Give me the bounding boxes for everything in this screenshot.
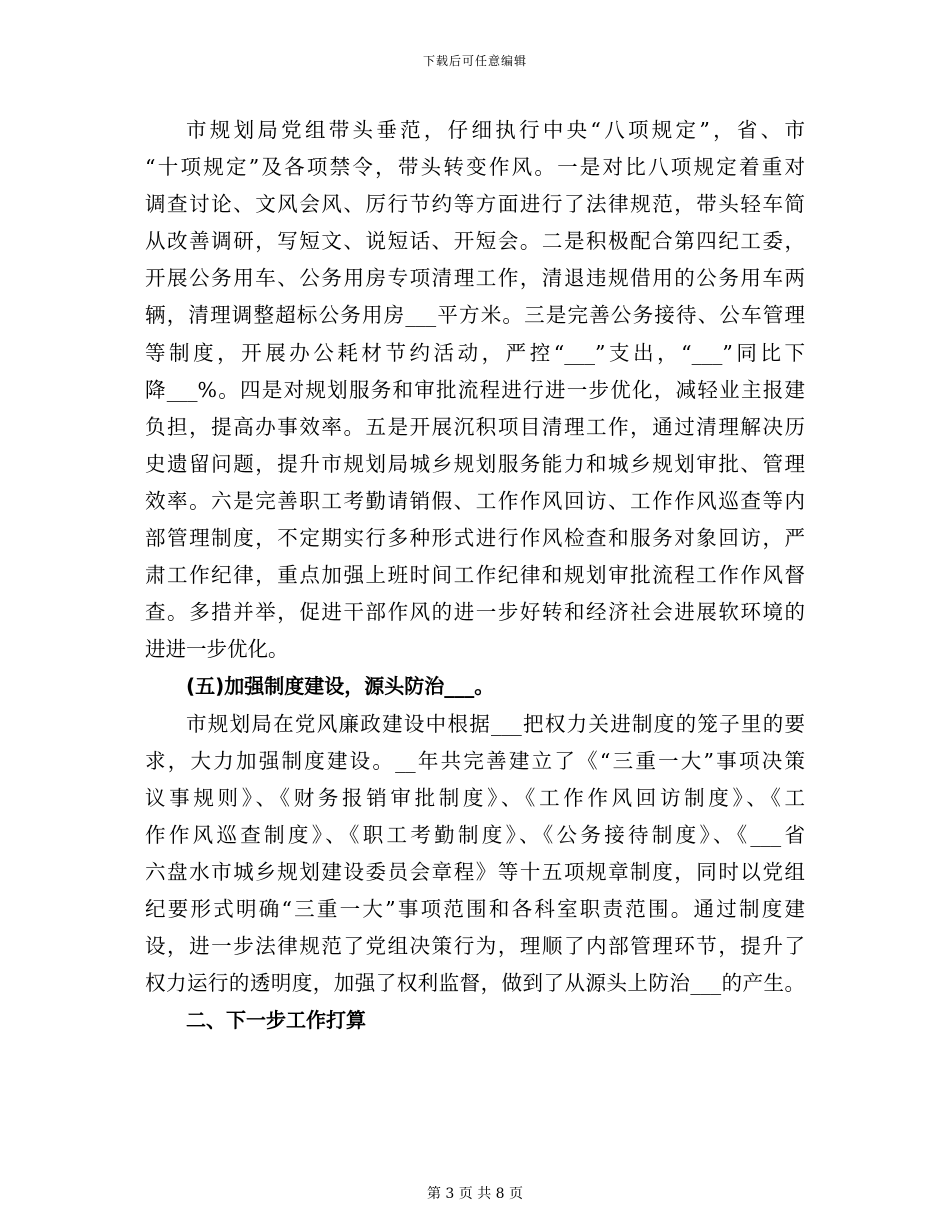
paragraph-line: 从改善调研，写短文、说短话、开短会。二是积极配合第四纪工委， [145,229,805,254]
paragraph-line: 设，进一步法律规范了党组决策行为，理顺了内部管理环节，提升了 [145,934,805,959]
page-number-footer: 第 3 页 共 8 页 [426,1186,524,1202]
paragraph-line: 史遗留问题，提升市规划局城乡规划服务能力和城乡规划审批、管理 [145,451,805,476]
document-body [145,112,805,1039]
paragraph-line: 肃工作纪律，重点加强上班时间工作纪律和规划审批流程工作作风督 [145,563,805,588]
paragraph-line: 权力运行的透明度，加强了权利监督，做到了从源头上防治___的产生。 [145,971,805,996]
paragraph-line: 议事规则》、《财务报销审批制度》、《工作作风回访制度》、《工 [145,785,805,810]
paragraph-line: 调查讨论、文风会风、厉行节约等方面进行了法律规范，带头轻车简 [145,192,805,217]
paragraph-line: 查。多措并举，促进干部作风的进一步好转和经济社会进展软环境的 [145,600,805,625]
paragraph-line: 负担，提高办事效率。五是开展沉积项目清理工作，通过清理解决历 [145,414,805,439]
section-heading: 二、下一步工作打算 [186,1008,366,1033]
paragraph-line: 市规划局在党风廉政建设中根据___把权力关进制度的笼子里的要 [186,711,805,736]
page-header: 下载后可任意编辑 [422,54,527,68]
paragraph-line: 纪要形式明确“三重一大”事项范围和各科室职责范围。通过制度建 [145,896,805,921]
section-heading: (五)加强制度建设，源头防治___。 [186,674,495,699]
paragraph-line: 等制度，开展办公耗材节约活动，严控“___”支出，“___”同比下 [145,340,805,365]
paragraph-line: “十项规定”及各项禁令，带头转变作风。一是对比八项规定着重对 [145,155,805,180]
paragraph-line: 求，大力加强制度建设。__年共完善建立了《“三重一大”事项决策 [145,748,805,773]
paragraph-line: 效率。六是完善职工考勤请销假、工作作风回访、工作作风巡查等内 [145,488,805,513]
paragraph-line: 降___%。四是对规划服务和审批流程进行进一步优化，减轻业主报建 [145,377,805,402]
paragraph-line: 进进一步优化。 [145,637,289,662]
paragraph-line: 辆，清理调整超标公务用房___平方米。三是完善公务接待、公车管理 [145,303,805,328]
paragraph-line: 部管理制度，不定期实行多种形式进行作风检查和服务对象回访，严 [145,526,805,551]
paragraph-line: 六盘水市城乡规划建设委员会章程》等十五项规章制度，同时以党组 [145,859,805,884]
paragraph-line: 市规划局党组带头垂范，仔细执行中央“八项规定”，省、市 [186,118,805,142]
paragraph-line: 开展公务用车、公务用房专项清理工作，清退违规借用的公务用车两 [145,266,805,291]
paragraph-line: 作作风巡查制度》、《职工考勤制度》、《公务接待制度》、《___省 [145,822,805,847]
